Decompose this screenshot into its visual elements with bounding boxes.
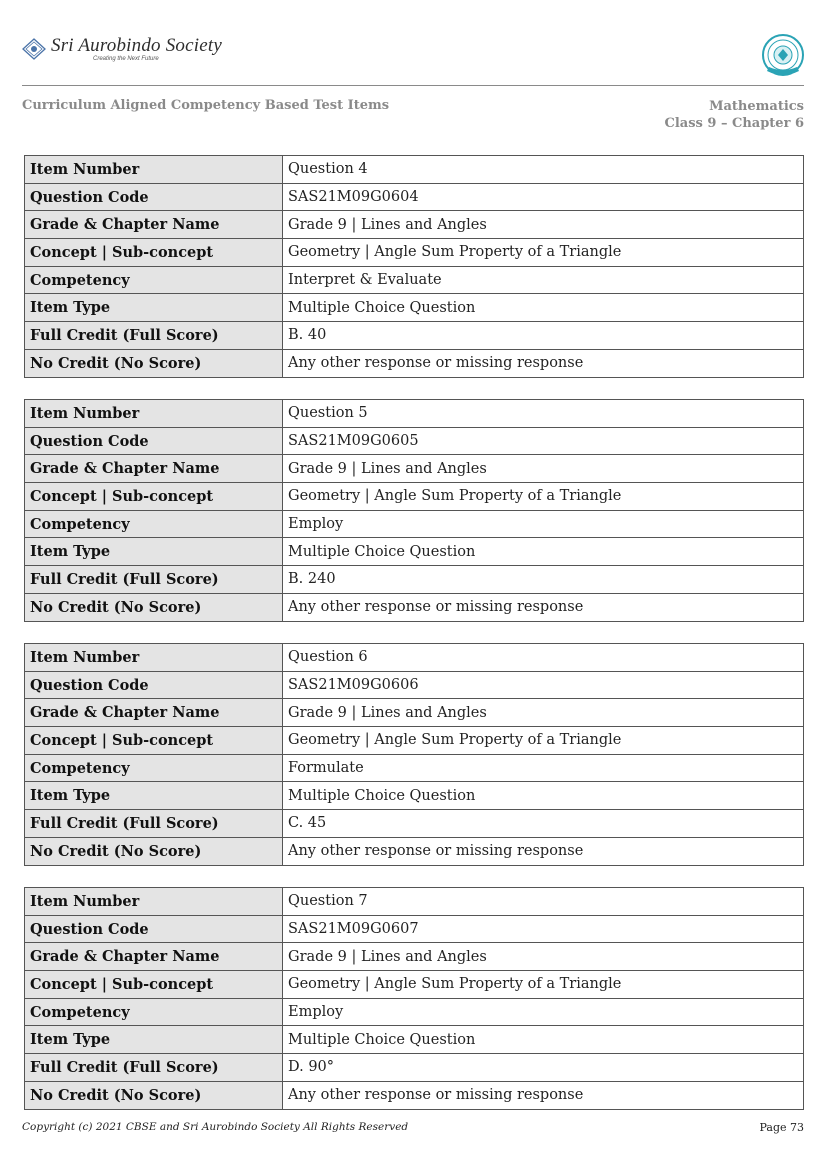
row-value: Multiple Choice Question bbox=[283, 538, 804, 566]
row-label: Full Credit (Full Score) bbox=[25, 566, 283, 594]
row-label: Concept | Sub-concept bbox=[25, 483, 283, 511]
row-value: C. 45 bbox=[283, 810, 804, 838]
row-label: Question Code bbox=[25, 427, 283, 455]
table-row bbox=[25, 754, 804, 782]
row-value: Employ bbox=[283, 510, 804, 538]
item-table bbox=[24, 887, 804, 1110]
row-label: Concept | Sub-concept bbox=[25, 971, 283, 999]
cbse-seal-logo bbox=[761, 33, 805, 83]
lotus-emblem-icon bbox=[22, 38, 46, 60]
row-label: Concept | Sub-concept bbox=[25, 239, 283, 267]
row-label: No Credit (No Score) bbox=[25, 1081, 283, 1109]
row-label: Full Credit (Full Score) bbox=[25, 322, 283, 350]
table-row bbox=[25, 1081, 804, 1109]
table-row bbox=[25, 888, 804, 916]
row-label: Competency bbox=[25, 510, 283, 538]
row-label: No Credit (No Score) bbox=[25, 837, 283, 865]
table-row bbox=[25, 211, 804, 239]
page-number: Page 73 bbox=[759, 1121, 804, 1134]
item-table bbox=[24, 155, 804, 378]
row-label: Grade & Chapter Name bbox=[25, 211, 283, 239]
table-row bbox=[25, 239, 804, 267]
table-row bbox=[25, 266, 804, 294]
class-chapter-label: Class 9 – Chapter 6 bbox=[664, 116, 804, 131]
row-value: Grade 9 | Lines and Angles bbox=[283, 943, 804, 971]
row-value: Interpret & Evaluate bbox=[283, 266, 804, 294]
table-row bbox=[25, 644, 804, 672]
row-value: Grade 9 | Lines and Angles bbox=[283, 211, 804, 239]
table-row bbox=[25, 538, 804, 566]
table-row bbox=[25, 915, 804, 943]
row-value: Question 4 bbox=[283, 156, 804, 184]
cbse-seal-icon bbox=[761, 33, 805, 79]
row-value: Question 7 bbox=[283, 888, 804, 916]
table-row bbox=[25, 294, 804, 322]
table-row bbox=[25, 943, 804, 971]
row-value: Formulate bbox=[283, 754, 804, 782]
row-value: Any other response or missing response bbox=[283, 837, 804, 865]
table-row bbox=[25, 400, 804, 428]
row-label: Item Type bbox=[25, 538, 283, 566]
row-label: Item Number bbox=[25, 644, 283, 672]
table-row bbox=[25, 183, 804, 211]
row-label: Item Number bbox=[25, 400, 283, 428]
row-label: Grade & Chapter Name bbox=[25, 943, 283, 971]
row-label: Competency bbox=[25, 998, 283, 1026]
row-value: SAS21M09G0604 bbox=[283, 183, 804, 211]
row-value: Geometry | Angle Sum Property of a Triangle bbox=[283, 239, 804, 267]
table-row bbox=[25, 971, 804, 999]
copyright-notice: Copyright (c) 2021 CBSE and Sri Aurobindo Society All Rights Reserved bbox=[22, 1121, 409, 1133]
row-label: Question Code bbox=[25, 183, 283, 211]
table-row bbox=[25, 998, 804, 1026]
row-value: Any other response or missing response bbox=[283, 593, 804, 621]
row-value: Question 5 bbox=[283, 400, 804, 428]
row-label: Item Number bbox=[25, 156, 283, 184]
row-value: Any other response or missing response bbox=[283, 349, 804, 377]
table-row bbox=[25, 1054, 804, 1082]
item-table bbox=[24, 399, 804, 622]
table-row bbox=[25, 455, 804, 483]
item-table bbox=[24, 643, 804, 866]
row-value: SAS21M09G0607 bbox=[283, 915, 804, 943]
table-row bbox=[25, 727, 804, 755]
table-row bbox=[25, 810, 804, 838]
table-row bbox=[25, 156, 804, 184]
brand-tagline: Creating the Next Future bbox=[93, 56, 159, 62]
row-value: SAS21M09G0606 bbox=[283, 671, 804, 699]
row-value: B. 240 bbox=[283, 566, 804, 594]
table-row bbox=[25, 593, 804, 621]
row-label: No Credit (No Score) bbox=[25, 349, 283, 377]
row-label: Question Code bbox=[25, 915, 283, 943]
row-label: Competency bbox=[25, 754, 283, 782]
row-label: Full Credit (Full Score) bbox=[25, 810, 283, 838]
table-row bbox=[25, 483, 804, 511]
row-value: SAS21M09G0605 bbox=[283, 427, 804, 455]
row-value: Any other response or missing response bbox=[283, 1081, 804, 1109]
row-value: Employ bbox=[283, 998, 804, 1026]
document-title: Curriculum Aligned Competency Based Test Items bbox=[22, 98, 390, 113]
row-label: Item Number bbox=[25, 888, 283, 916]
row-label: Item Type bbox=[25, 782, 283, 810]
row-value: Question 6 bbox=[283, 644, 804, 672]
table-row bbox=[25, 322, 804, 350]
table-row bbox=[25, 349, 804, 377]
table-row bbox=[25, 699, 804, 727]
row-value: Geometry | Angle Sum Property of a Triangle bbox=[283, 727, 804, 755]
table-row bbox=[25, 566, 804, 594]
row-label: Grade & Chapter Name bbox=[25, 699, 283, 727]
sri-aurobindo-society-logo bbox=[22, 36, 222, 62]
row-label: Item Type bbox=[25, 1026, 283, 1054]
header-divider bbox=[22, 85, 804, 86]
table-row bbox=[25, 782, 804, 810]
row-value: Multiple Choice Question bbox=[283, 1026, 804, 1054]
row-value: Multiple Choice Question bbox=[283, 294, 804, 322]
row-label: Grade & Chapter Name bbox=[25, 455, 283, 483]
table-row bbox=[25, 671, 804, 699]
row-value: Multiple Choice Question bbox=[283, 782, 804, 810]
table-row bbox=[25, 427, 804, 455]
table-row bbox=[25, 510, 804, 538]
subject-label: Mathematics bbox=[709, 99, 804, 114]
table-row bbox=[25, 837, 804, 865]
row-label: Question Code bbox=[25, 671, 283, 699]
row-value: D. 90° bbox=[283, 1054, 804, 1082]
row-label: Competency bbox=[25, 266, 283, 294]
row-label: Item Type bbox=[25, 294, 283, 322]
brand-name: Sri Aurobindo Society bbox=[51, 35, 222, 56]
subject-block bbox=[665, 98, 804, 132]
row-value: Geometry | Angle Sum Property of a Triangle bbox=[283, 483, 804, 511]
row-label: No Credit (No Score) bbox=[25, 593, 283, 621]
row-label: Full Credit (Full Score) bbox=[25, 1054, 283, 1082]
row-value: Grade 9 | Lines and Angles bbox=[283, 699, 804, 727]
row-value: Geometry | Angle Sum Property of a Triangle bbox=[283, 971, 804, 999]
table-row bbox=[25, 1026, 804, 1054]
row-value: Grade 9 | Lines and Angles bbox=[283, 455, 804, 483]
row-label: Concept | Sub-concept bbox=[25, 727, 283, 755]
row-value: B. 40 bbox=[283, 322, 804, 350]
